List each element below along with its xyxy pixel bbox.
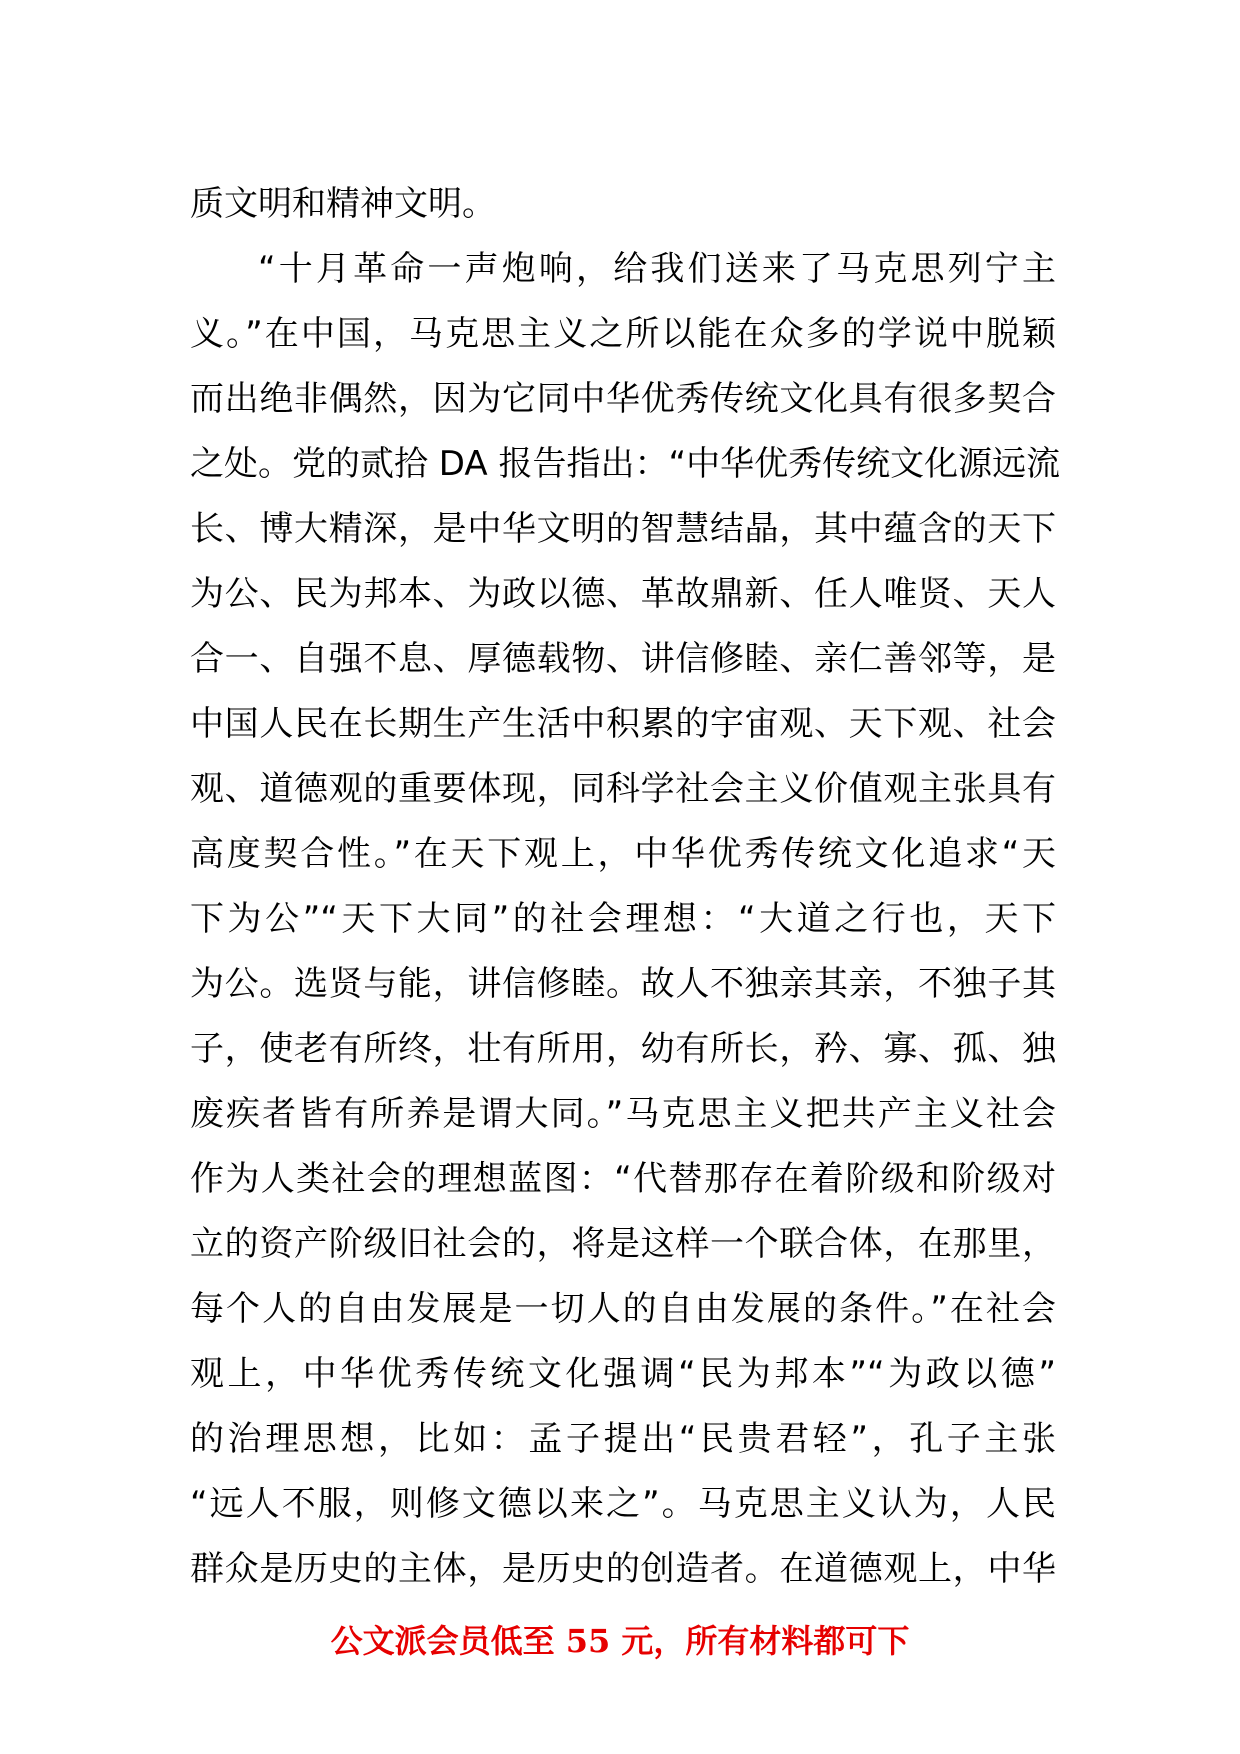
text-line: “十月革命一声炮响，给我们送来了马克思列宁主 (258, 249, 1056, 289)
text-line: 废疾者皆有所养是谓大同。”马克思主义把共产主义社会 (190, 1094, 1056, 1134)
text-line: 而出绝非偶然，因为它同中华优秀传统文化具有很多契合 (190, 379, 1056, 419)
text-line: 观、道德观的重要体现，同科学社会主义价值观主张具有 (190, 769, 1056, 809)
text-line: 高度契合性。”在天下观上，中华优秀传统文化追求“天 (190, 834, 1056, 874)
footer-promo-text: 公文派会员低至 55 元，所有材料都可下 (330, 1622, 910, 1660)
text-line: 作为人类社会的理想蓝图：“代替那存在着阶级和阶级对 (190, 1159, 1056, 1199)
text-line: 群众是历史的主体，是历史的创造者。在道德观上，中华 (190, 1549, 1056, 1589)
text-line: 观上，中华优秀传统文化强调“民为邦本”“为政以德” (190, 1354, 1056, 1394)
text-line: 中国人民在长期生产生活中积累的宇宙观、天下观、社会 (190, 704, 1056, 744)
text-line: 为公。选贤与能，讲信修睦。故人不独亲其亲，不独子其 (190, 964, 1056, 1004)
text-line: 子，使老有所终，壮有所用，幼有所长，矜、寡、孤、独 (190, 1029, 1056, 1069)
text-line: 的治理思想，比如：孟子提出“民贵君轻”，孔子主张 (190, 1419, 1056, 1459)
body-text (190, 172, 1061, 1602)
text-line: 为公、民为邦本、为政以德、革故鼎新、任人唯贤、天人 (190, 574, 1056, 614)
text-line: 义。”在中国，马克思主义之所以能在众多的学说中脱颖 (190, 314, 1056, 354)
text-line: 质文明和精神文明。 (190, 184, 496, 224)
text-line: 下为公”“天下大同”的社会理想：“大道之行也，天下 (190, 899, 1056, 939)
text-line: 长、博大精深，是中华文明的智慧结晶，其中蕴含的天下 (190, 509, 1056, 549)
text-line: 之处。党的贰拾 DA 报告指出：“中华优秀传统文化源远流 (190, 444, 1061, 484)
text-line: “远人不服，则修文德以来之”。马克思主义认为，人民 (190, 1484, 1056, 1524)
text-line: 每个人的自由发展是一切人的自由发展的条件。”在社会 (190, 1289, 1056, 1329)
text-line: 立的资产阶级旧社会的，将是这样一个联合体，在那里， (190, 1224, 1056, 1264)
text-line: 合一、自强不息、厚德载物、讲信修睦、亲仁善邻等，是 (190, 639, 1056, 679)
